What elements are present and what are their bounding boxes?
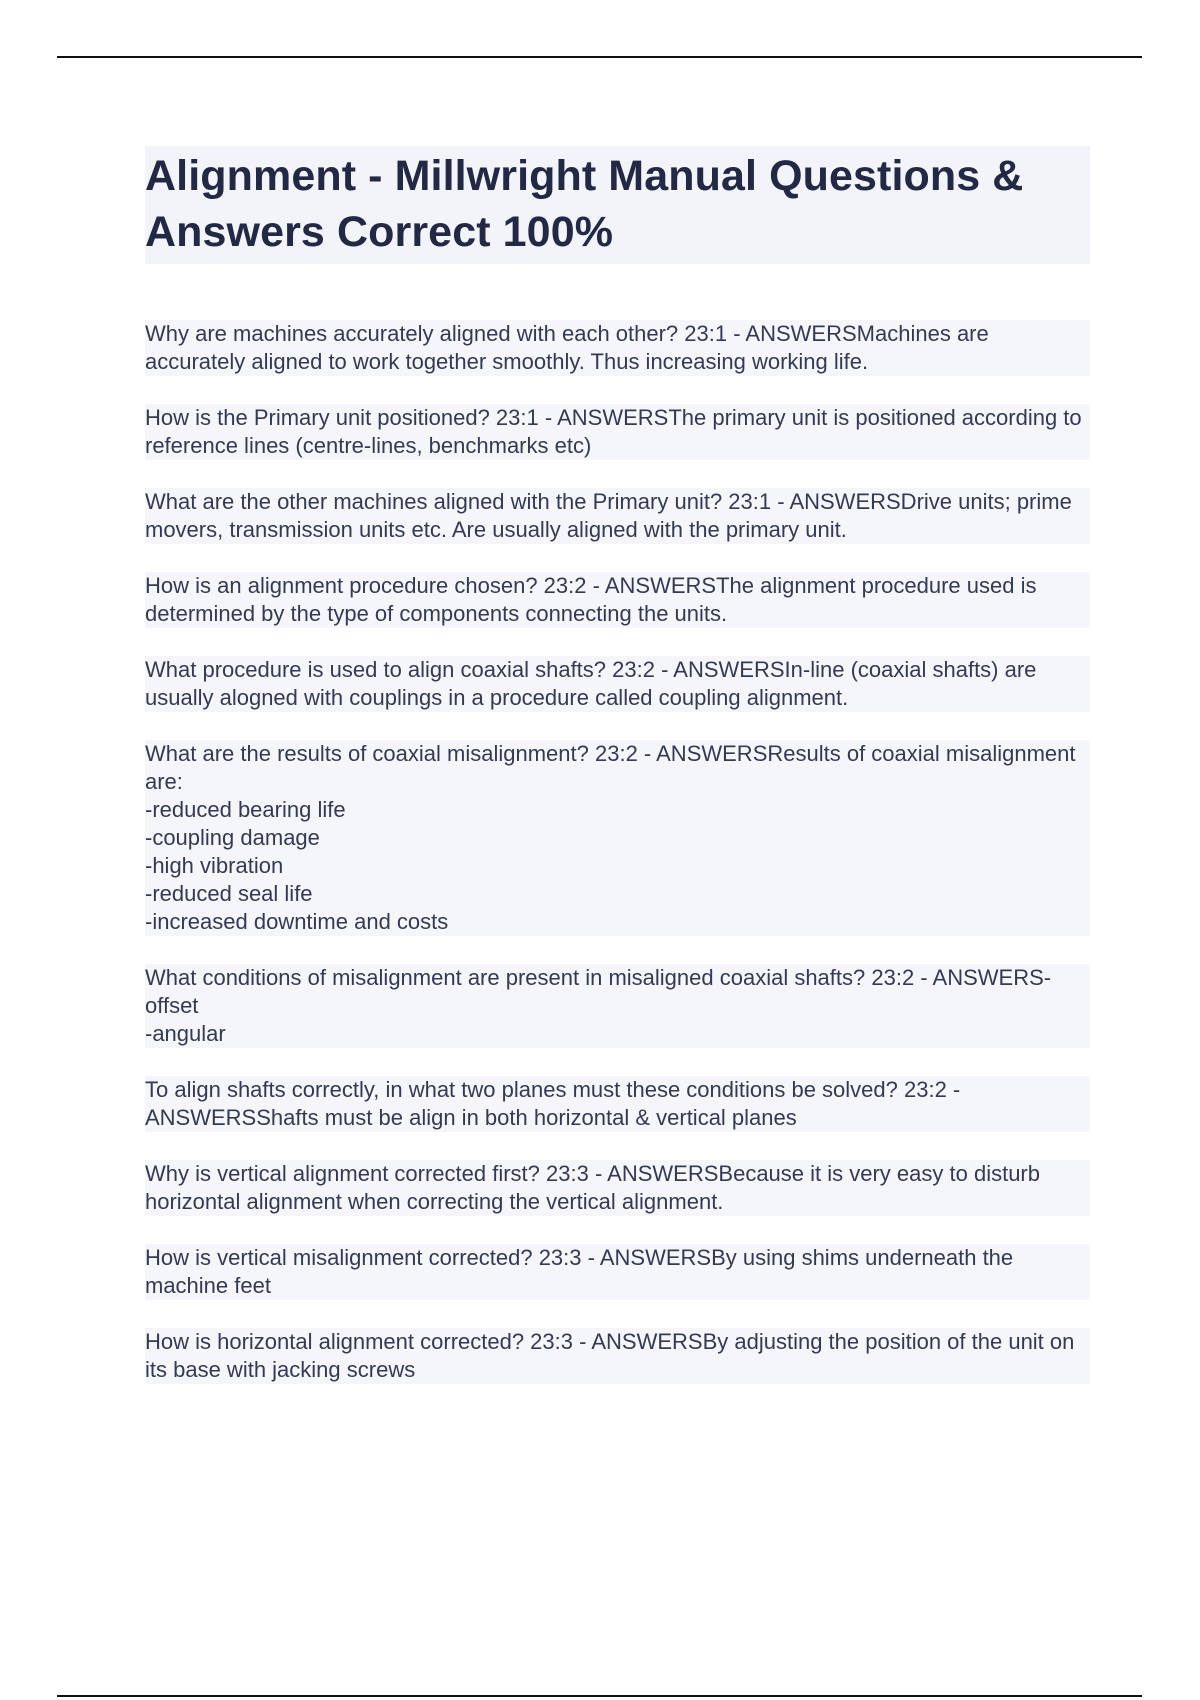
qa-item: What are the results of coaxial misalignment? 23:2 - ANSWERSResults of coaxial misalignment are: -reduced bearing life -coupling damage -high vibration -reduced seal life -increased downtime and costs xyxy=(145,740,1090,936)
qa-item: What procedure is used to align coaxial shafts? 23:2 - ANSWERSIn-line (coaxial shafts) are usually alogned with couplings in a procedure called coupling alignment. xyxy=(145,656,1090,712)
qa-item: How is horizontal alignment corrected? 23:3 - ANSWERSBy adjusting the position of the unit on its base with jacking screws xyxy=(145,1328,1090,1384)
qa-item: To align shafts correctly, in what two planes must these conditions be solved? 23:2 - ANSWERSShafts must be align in both horizontal & vertical planes xyxy=(145,1076,1090,1132)
document-title: Alignment - Millwright Manual Questions & Answers Correct 100% xyxy=(145,146,1090,264)
qa-item: What are the other machines aligned with the Primary unit? 23:1 - ANSWERSDrive units; prime movers, transmission units etc. Are usually aligned with the primary unit. xyxy=(145,488,1090,544)
top-rule xyxy=(57,56,1142,58)
qa-item: How is vertical misalignment corrected? 23:3 - ANSWERSBy using shims underneath the machine feet xyxy=(145,1244,1090,1300)
bottom-rule xyxy=(57,1695,1142,1697)
qa-list xyxy=(145,320,1090,1384)
qa-item: Why are machines accurately aligned with each other? 23:1 - ANSWERSMachines are accurately aligned to work together smoothly. Thus increasing working life. xyxy=(145,320,1090,376)
qa-item: What conditions of misalignment are present in misaligned coaxial shafts? 23:2 - ANSWERS-offset -angular xyxy=(145,964,1090,1048)
document-page xyxy=(145,146,1090,1412)
qa-item: Why is vertical alignment corrected first? 23:3 - ANSWERSBecause it is very easy to disturb horizontal alignment when correcting the vertical alignment. xyxy=(145,1160,1090,1216)
qa-item: How is an alignment procedure chosen? 23:2 - ANSWERSThe alignment procedure used is determined by the type of components connecting the units. xyxy=(145,572,1090,628)
qa-item: How is the Primary unit positioned? 23:1 - ANSWERSThe primary unit is positioned according to reference lines (centre-lines, benchmarks etc) xyxy=(145,404,1090,460)
